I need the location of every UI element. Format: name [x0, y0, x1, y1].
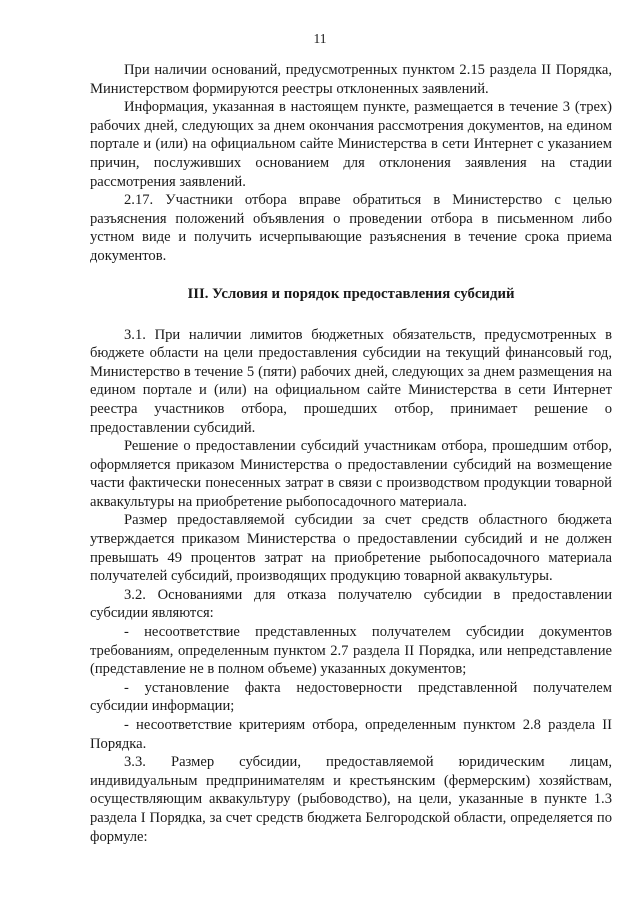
paragraph: 2.17. Участники отбора вправе обратиться в Министерство с целью разъяснения положений объявления о проведении отбора в письменном либо устном виде и получить исчерпывающие разъяснения в течение срока приема документов.	[90, 192, 612, 264]
section-heading: III. Условия и порядок предоставления субсидий	[187, 285, 515, 302]
paragraph: Размер предоставляемой субсидии за счет средств областного бюджета утверждается приказом Министерства о предоставлении субсидий и не должен превышать 49 процентов затрат на приобретение рыбопосадочного материала получателей субсидий, производящих продукцию товарной аквакультуры.	[90, 512, 612, 585]
list-item: - установление факта недостоверности представленной получателем субсидии информации;	[90, 679, 612, 715]
paragraph: Информация, указанная в настоящем пункте, размещается в течение 3 (трех) рабочих дней, следующих за днем окончания рассмотрения документов, на едином портале и (или) на официальном сайте Министерства в сети Интернет с указанием причин, послуживших основанием для отклонения заявления на стадии рассмотрения заявлений.	[90, 99, 612, 190]
paragraph: При наличии оснований, предусмотренных пунктом 2.15 раздела II Порядка, Министерством формируются реестры отклоненных заявлений.	[90, 62, 612, 97]
paragraph: 3.1. При наличии лимитов бюджетных обязательств, предусмотренных в бюджете области на цели предоставления субсидии на текущий финансовый год, Министерство в течение 5 (пяти) рабочих дней, следующих за днем размещения на едином портале и (или) на официальном сайте Министерства в сети Интернет реестра участников отбора, прошедших отбор, принимает решение о предоставлении субсидий.	[90, 326, 612, 436]
paragraph: 3.2. Основаниями для отказа получателю субсидии в предоставлении субсидии являются:	[90, 586, 612, 622]
paragraph: 3.3. Размер субсидии, предоставляемой юридическим лицам, индивидуальным предпринимателям и крестьянским (фермерским) хозяйствам, осуществляющим аквакультуру (рыбоводство), на цели, указанные в пункте 1.3 раздела I Порядка, за счет средств бюджета Белгородской области, определяется по формуле:	[90, 754, 612, 845]
paragraph: Решение о предоставлении субсидий участникам отбора, прошедшим отбор, оформляется приказом Министерства о предоставлении субсидий на возмещение части фактически понесенных затрат в связи с производством продукции товарной аквакультуры на приобретение рыбопосадочного материала.	[90, 438, 612, 510]
page-number: 11	[313, 31, 327, 46]
list-item: - несоответствие критериям отбора, определенным пунктом 2.8 раздела II Порядка.	[90, 717, 612, 752]
list-item: - несоответствие представленных получателем субсидии документов требованиям, определенным пунктом 2.7 раздела II Порядка, или непредставление (представление не в полном объеме) указанных документов;	[90, 624, 612, 678]
document-body	[90, 61, 612, 846]
